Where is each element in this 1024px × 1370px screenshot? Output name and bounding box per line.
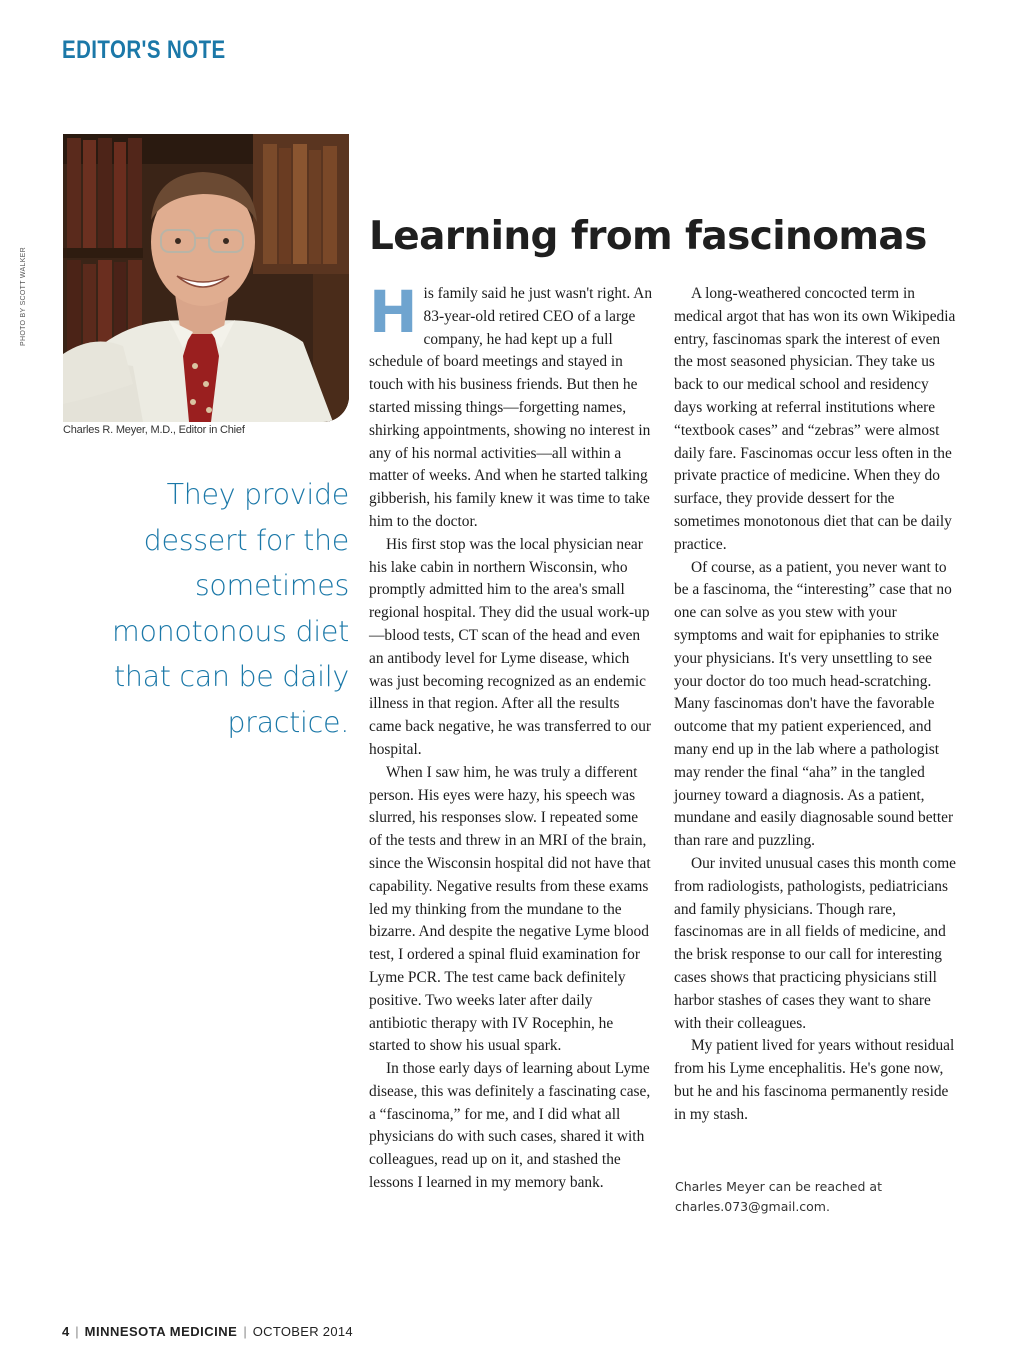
article-paragraph: My patient lived for years without residual from his Lyme encephalitis. He's gone now, but he and his fascinoma permanently reside in my stash.	[674, 1037, 955, 1123]
article-title: Learning from fascinomas	[369, 214, 927, 259]
pull-quote: They provide dessert for the sometimes monotonous diet that can be daily practice.	[112, 478, 349, 739]
author-contact	[675, 1177, 965, 1216]
page-number: 4	[62, 1324, 70, 1339]
editor-photo	[63, 134, 349, 422]
photo-caption: Charles R. Meyer, M.D., Editor in Chief	[63, 424, 245, 436]
article-paragraph: When I saw him, he was truly a different person. His eyes were hazy, his speech was slurred, his responses slow. I repeated some of the tests and threw in an MRI of the brain, since the Wisconsin hospital did not have that capability. Negative results from these exams led my thinking from the mundane to the bizarre. And despite the negative Lyme blood test, I ordered a spinal fluid examination for Lyme PCR. The test came back definitely positive. Two weeks later after daily antibiotic therapy with IV Rocephin, he started to show his usual spark.	[369, 763, 651, 1055]
footer-separator: |	[243, 1324, 247, 1339]
article-paragraph: His first stop was the local physician near his lake cabin in northern Wisconsin, who promptly admitted him to the area's small regional hospital. They did the usual work-up—blood tests, CT scan of the head and even an antibody level for Lyme disease, which was just becoming recognized as an endemic illness in that region. After all the results came back negative, he was transferred to our hospital.	[369, 535, 652, 758]
article-paragraph: His family said he just wasn't right. An 83-year-old retired CEO of a large company, he had kept up a full schedule of board meetings and stayed in touch with his business friends. But then he started missing things—forgetting names, shirking appointments, showing no interest in any of his normal activities—all within a matter of weeks. And when he started talking gibberish, his family knew it was time to take him to the doctor.	[369, 278, 653, 530]
contact-line: Charles Meyer can be reached at	[675, 1179, 882, 1194]
drop-cap: H	[369, 278, 418, 346]
article-paragraph: Our invited unusual cases this month come from radiologists, pathologists, pediatricians and family physicians. Though rare, fascinomas are in all fields of medicine, and the brisk response to our call for interesting cases shows that practicing physicians still harbor stashes of cases they want to share with their colleagues.	[674, 854, 957, 1032]
article-paragraph: A long-weathered concocted term in medical argot that has won its own Wikipedia entry, fascinomas spark the interest of even the most seasoned physician. They take us back to our medical school and residency days working at referral institutions where “textbook cases” and “zebras” were almost daily fare. Fascinomas occur less often in the private practice of medicine. When they do surface, they provide dessert for the sometimes monotonous diet that can be daily practice.	[674, 285, 956, 553]
page-footer	[62, 1324, 353, 1339]
photo-credit: PHOTO BY SCOTT WALKER	[20, 246, 27, 346]
footer-separator: |	[75, 1324, 79, 1339]
article-column-2	[674, 283, 959, 1126]
article-paragraph: Of course, as a patient, you never want to be a fascinoma, the “interesting” case that no one can solve as you stew with your symptoms and wait for epiphanies to strike your physicians. It's very unsettling to see your doctor do too much head-scratching. Many fascinomas don't have the favorable outcome that my patient experienced, and many end up in the lab where a pathologist may render the final “aha” in the tangled journey toward a diagnosis. As a patient, mundane and easily diagnosable sound better than rare and puzzling.	[674, 558, 954, 850]
article-paragraph: In those early days of learning about Lyme disease, this was definitely a fascinating case, a “fascinoma,” for me, and I did what all physicians do with such cases, shared it with colleagues, read up on it, and stashed the lessons I learned in my memory bank.	[369, 1060, 651, 1192]
article-column-1	[369, 278, 654, 1195]
section-tag: EDITOR'S NOTE	[62, 36, 226, 64]
magazine-name: MINNESOTA MEDICINE	[84, 1324, 238, 1339]
contact-email[interactable]: charles.073@gmail.com.	[675, 1198, 830, 1214]
issue-date: OCTOBER 2014	[252, 1324, 353, 1339]
